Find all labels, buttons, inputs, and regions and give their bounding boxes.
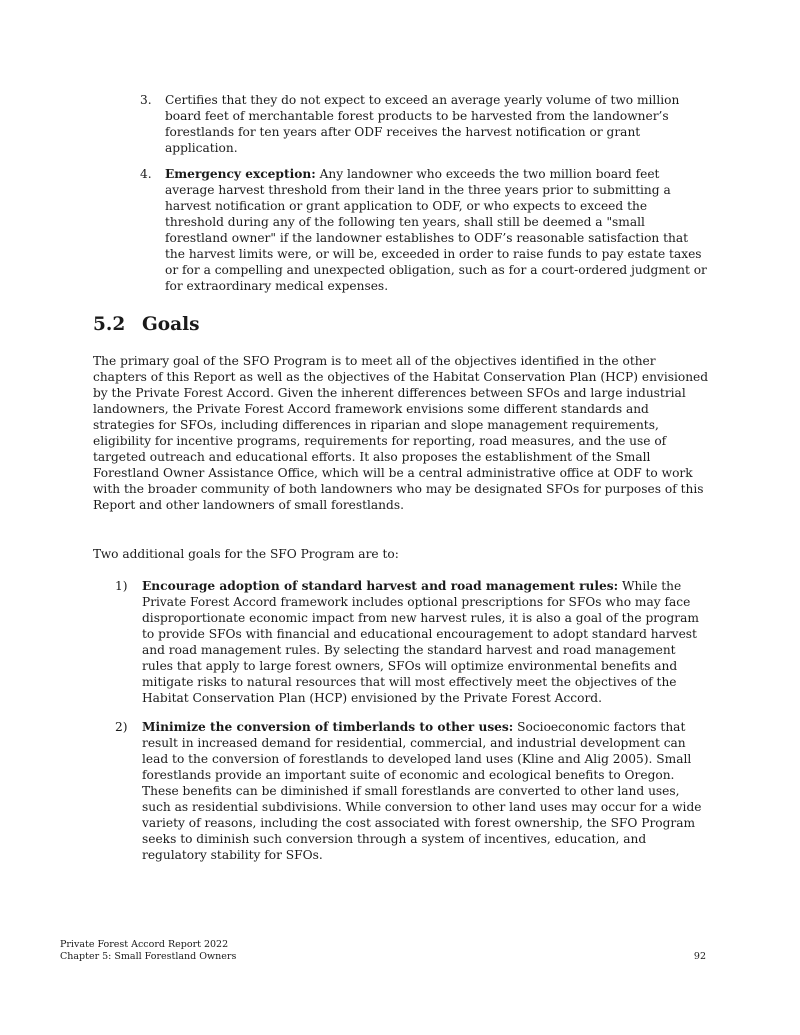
list-item-number: 4.: [140, 167, 152, 181]
list-item-lead: Emergency exception:: [165, 167, 316, 181]
list-item-text: Socioeconomic factors that result in increased demand for residential, commercial, and industrial development can lead to the conversion of forestlands to developed land uses (Kline and Alig 2005). Small forestlands provide an important suite of economic and ecological benefits to Oregon. These benefits can be diminished if small forestlands are converted to other land uses, such as residential subdivisions. While conversion to other land uses may occur for a wide variety of reasons, including the cost associated with forest ownership, the SFO Program seeks to diminish such conversion through a system of incentives, education, and regulatory stability for SFOs.: [142, 720, 702, 862]
footer-report-title: Private Forest Accord Report 2022: [60, 939, 229, 950]
list-item: [115, 578, 710, 706]
list-item-lead: Minimize the conversion of timberlands to other uses:: [142, 720, 514, 734]
page-number: 92: [693, 951, 706, 962]
intro-paragraph: The primary goal of the SFO Program is to meet all of the objectives identified in the other chapters of this Report as well as the objectives of the Habitat Conservation Plan (HCP) envisioned by the Private Forest Accord. Given the inherent differences between SFOs and large industrial landowners, the Private Forest Accord framework envisions some different standards and strategies for SFOs, including differences in riparian and slope management requirements, eligibility for incentive programs, requirements for reporting, road measures, and the use of targeted outreach and educational efforts. It also proposes the establishment of the Small Forestland Owner Assistance Office, which will be a central administrative office at ODF to work with the broader community of both landowners who may be designated SFOs for purposes of this Report and other landowners of small forestlands.: [93, 354, 709, 512]
list-item-text: Certifies that they do not expect to exceed an average yearly volume of two million board feet of merchantable forest products to be harvested from the landowner’s forestlands for ten years after ODF receives the harvest notification or grant application.: [165, 93, 680, 155]
list-item-number: 3.: [140, 93, 152, 107]
list-item-number: 1): [115, 579, 128, 593]
section-number: 5.2: [93, 314, 126, 335]
list-item-text: While the Private Forest Accord framework includes optional prescriptions for SFOs who may face disproportionate economic impact from new harvest rules, it is also a goal of the program to provide SFOs with financial and educational encouragement to adopt standard harvest and road management rules. By selecting the standard harvest and road management rules that apply to large forest owners, SFOs will optimize environmental benefits and mitigate risks to natural resources that will most effectively meet the objectives of the Habitat Conservation Plan (HCP) envisioned by the Private Forest Accord.: [142, 579, 699, 705]
list-item: [140, 166, 708, 294]
page-footer: [60, 939, 236, 963]
section-title: Goals: [142, 314, 200, 335]
list-item: [115, 719, 710, 863]
list-item-number: 2): [115, 720, 128, 734]
footer-chapter-title: Chapter 5: Small Forestland Owners: [60, 951, 237, 962]
goals-intro-paragraph: Two additional goals for the SFO Program are to:: [93, 547, 399, 561]
section-heading: [93, 313, 200, 337]
eligibility-criteria-list: [140, 92, 708, 304]
list-item-text: Any landowner who exceeds the two million board feet average harvest threshold from their land in the three years prior to submitting a harvest notification or grant application to ODF, or who expects to exceed the threshold during any of the following ten years, shall still be deemed a "small forestland owner" if the landowner establishes to ODF’s reasonable satisfaction that the harvest limits were, or will be, exceeded in order to raise funds to pay estate taxes or for a compelling and unexpected obligation, such as for a court-ordered judgment or for extraordinary medical expenses.: [165, 167, 707, 293]
list-item: [140, 92, 708, 156]
goals-list: [115, 578, 710, 876]
list-item-lead: Encourage adoption of standard harvest and road management rules:: [142, 579, 619, 593]
